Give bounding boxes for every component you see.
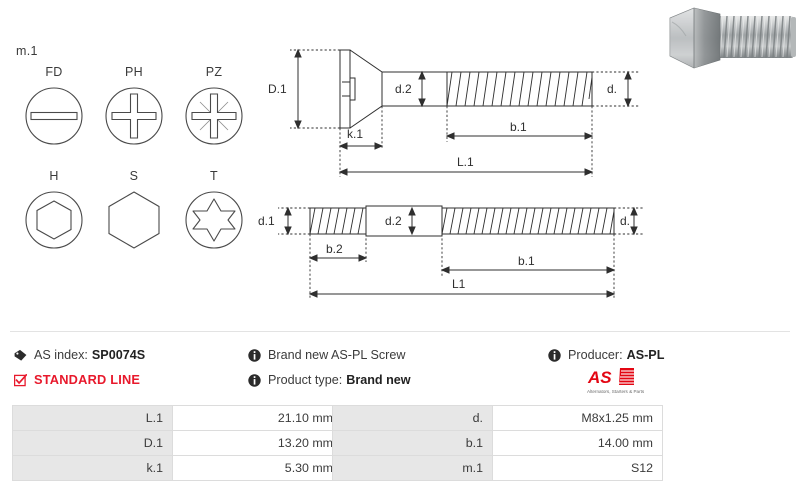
product-photo bbox=[660, 2, 798, 74]
section-divider bbox=[10, 331, 790, 332]
drive-type-ph bbox=[94, 66, 174, 170]
info-column-description bbox=[248, 344, 411, 391]
spec-key: d. bbox=[333, 406, 493, 431]
dim-label-L1-bottom: L1 bbox=[452, 277, 466, 291]
drive-type-t-label: T bbox=[210, 169, 218, 183]
spec-key: k.1 bbox=[13, 456, 173, 481]
slotted-drive-icon bbox=[23, 85, 85, 147]
producer-label: Producer: bbox=[568, 347, 623, 362]
spec-table-left bbox=[12, 405, 343, 481]
drive-type-s bbox=[94, 170, 174, 274]
table-row bbox=[13, 406, 343, 431]
spec-value: 13.20 mm bbox=[173, 431, 343, 456]
as-index-row bbox=[14, 344, 145, 366]
producer-row bbox=[548, 344, 664, 366]
countersunk-screw-drawing bbox=[262, 42, 652, 197]
drive-type-ph-label: PH bbox=[125, 65, 143, 79]
double-ended-stud-drawing bbox=[252, 198, 652, 313]
drive-type-s-label: S bbox=[129, 169, 139, 183]
as-index-label: AS index: bbox=[34, 347, 88, 362]
as-pl-logo-mark: AS bbox=[588, 368, 612, 387]
standard-line-label: STANDARD LINE bbox=[34, 371, 141, 387]
spec-table-right bbox=[332, 405, 663, 481]
dim-label-k1: k.1 bbox=[347, 127, 364, 141]
description-row bbox=[248, 344, 411, 366]
spec-value: 5.30 mm bbox=[173, 456, 343, 481]
dim-label-d2-bottom: d.2 bbox=[385, 214, 402, 228]
table-row bbox=[13, 431, 343, 456]
dim-label-d: d. bbox=[607, 82, 618, 96]
drive-chart-group-label: m.1 bbox=[16, 44, 38, 58]
product-type-label: Product type: bbox=[268, 372, 343, 387]
as-pl-logo bbox=[586, 366, 660, 396]
spec-key: L.1 bbox=[13, 406, 173, 431]
dim-label-b1: b.1 bbox=[510, 120, 527, 134]
hex-socket-drive-icon bbox=[23, 189, 85, 251]
tag-icon bbox=[14, 349, 27, 362]
table-row bbox=[333, 456, 663, 481]
checkbox-checked-icon bbox=[14, 374, 27, 387]
table-row bbox=[333, 406, 663, 431]
dim-label-d2: d.2 bbox=[395, 82, 412, 96]
description-text: Brand new AS-PL Screw bbox=[268, 347, 406, 362]
drive-type-pz-label: PZ bbox=[205, 65, 223, 79]
product-type-row bbox=[248, 369, 411, 391]
drive-type-fd-label: FD bbox=[45, 65, 63, 79]
producer-value: AS-PL bbox=[626, 347, 665, 362]
spec-key: b.1 bbox=[333, 431, 493, 456]
spec-key: D.1 bbox=[13, 431, 173, 456]
as-index-value: SP0074S bbox=[91, 347, 146, 362]
drive-type-h bbox=[14, 170, 94, 274]
hex-head-drive-icon bbox=[103, 189, 165, 251]
table-row bbox=[333, 431, 663, 456]
spec-value: M8x1.25 mm bbox=[493, 406, 663, 431]
drive-type-pz bbox=[174, 66, 254, 170]
info-column-index bbox=[14, 344, 145, 391]
dim-label-d-bottom: d. bbox=[620, 214, 631, 228]
pozidriv-drive-icon bbox=[183, 85, 245, 147]
dim-label-b1-bottom: b.1 bbox=[518, 254, 535, 268]
drive-type-fd bbox=[14, 66, 94, 170]
drive-type-chart bbox=[8, 36, 256, 298]
product-info-block bbox=[0, 344, 800, 392]
spec-key: m.1 bbox=[333, 456, 493, 481]
table-row bbox=[13, 456, 343, 481]
info-icon bbox=[248, 374, 261, 387]
dim-label-d1-bottom: d.1 bbox=[258, 214, 275, 228]
info-column-producer bbox=[548, 344, 664, 366]
phillips-drive-icon bbox=[103, 85, 165, 147]
drive-type-grid bbox=[14, 66, 254, 274]
as-pl-logo-tagline: Alternators, Starters & Parts bbox=[587, 389, 645, 394]
torx-drive-icon bbox=[183, 189, 245, 251]
dim-label-b2: b.2 bbox=[326, 242, 343, 256]
dim-label-L1: L.1 bbox=[457, 155, 474, 169]
drive-type-t bbox=[174, 170, 254, 274]
info-icon bbox=[248, 349, 261, 362]
info-icon bbox=[548, 349, 561, 362]
spec-value: S12 bbox=[493, 456, 663, 481]
drive-type-h-label: H bbox=[49, 169, 59, 183]
spec-value: 14.00 mm bbox=[493, 431, 663, 456]
standard-line-row bbox=[14, 369, 145, 391]
spec-value: 21.10 mm bbox=[173, 406, 343, 431]
product-type-value: Brand new bbox=[346, 372, 411, 387]
dim-label-D1: D.1 bbox=[268, 82, 287, 96]
